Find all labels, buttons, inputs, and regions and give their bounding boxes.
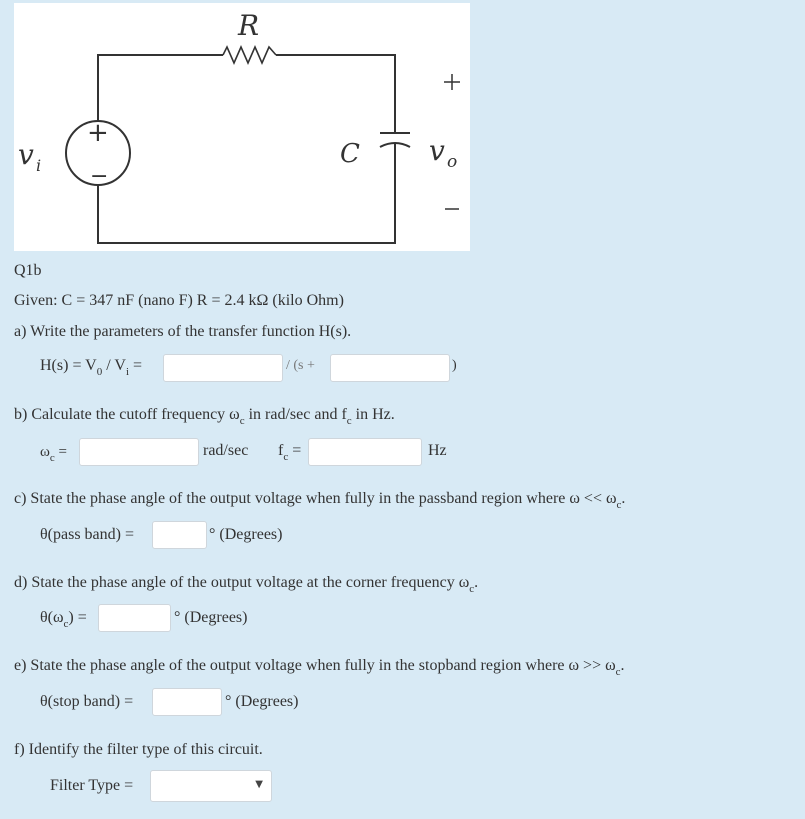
- rc-circuit-svg: [14, 3, 470, 251]
- part-e-prompt: e) State the phase angle of the output voltage when fully in the stopband region where $\omega >> \omega_c$.: [14, 657, 625, 678]
- chevron-down-icon: ▼: [255, 779, 263, 790]
- theta-corner-label: $\theta(\omega_c)$ =: [40, 609, 87, 630]
- theta-passband-label: θ(pass band) =: [40, 526, 134, 543]
- output-voltage-label: v: [429, 134, 445, 167]
- part-d-prompt: d) State the phase angle of the output voltage at the corner frequency $\omega_c$.: [14, 574, 479, 595]
- fc-label: $f_c$ =: [278, 442, 302, 463]
- cutoff-omega-input[interactable]: [79, 438, 199, 466]
- degrees-unit-d: ° (Degrees): [174, 609, 248, 626]
- output-voltage-sub: o: [447, 152, 458, 172]
- part-b-prompt: b) Calculate the cutoff frequency $\omega_c$ in rad/sec and $f_c$ in Hz.: [14, 406, 395, 427]
- cutoff-f-input[interactable]: [308, 438, 422, 466]
- passband-phase-input[interactable]: [152, 521, 207, 549]
- part-a-prompt: a) Write the parameters of the transfer function H(s).: [14, 323, 352, 340]
- filter-type-label: Filter Type =: [50, 777, 134, 794]
- top-right-wire: [276, 55, 395, 133]
- degrees-unit-e: ° (Degrees): [225, 693, 299, 710]
- close-paren: ): [452, 358, 457, 373]
- question-id: Q1b: [14, 262, 42, 279]
- given-values: Given: C = 347 nF (nano F) R = 2.4 kΩ (kilo Ohm): [14, 292, 344, 309]
- source-minus-sign: −: [90, 164, 109, 189]
- degrees-unit-c: ° (Degrees): [209, 526, 283, 543]
- numerator-input[interactable]: [163, 354, 283, 382]
- omega-c-label: $\omega_c$ =: [40, 444, 67, 464]
- resistor-label: R: [238, 9, 260, 42]
- hz-unit: Hz: [428, 442, 447, 459]
- input-voltage-sub: i: [36, 156, 42, 175]
- transfer-function-label: $H(s) = V_0 / V_i$ =: [40, 357, 143, 378]
- capacitor-label: C: [340, 139, 360, 169]
- rad-sec-unit: rad/sec: [203, 442, 249, 459]
- filter-type-select[interactable]: [150, 770, 272, 802]
- part-f-prompt: f) Identify the filter type of this circuit.: [14, 741, 263, 758]
- denominator-label: / (s +: [286, 358, 315, 373]
- circuit-diagram: [14, 3, 470, 251]
- part-c-prompt: c) State the phase angle of the output voltage when fully in the passband region where $\omega << \omega_c$.: [14, 490, 626, 511]
- stopband-phase-input[interactable]: [152, 688, 222, 716]
- input-voltage-label: v: [18, 138, 34, 171]
- pole-input[interactable]: [330, 354, 450, 382]
- corner-phase-input[interactable]: [98, 604, 171, 632]
- theta-stopband-label: θ(stop band) =: [40, 693, 134, 710]
- resistor-symbol: [223, 47, 276, 63]
- source-plus-sign: +: [87, 118, 109, 148]
